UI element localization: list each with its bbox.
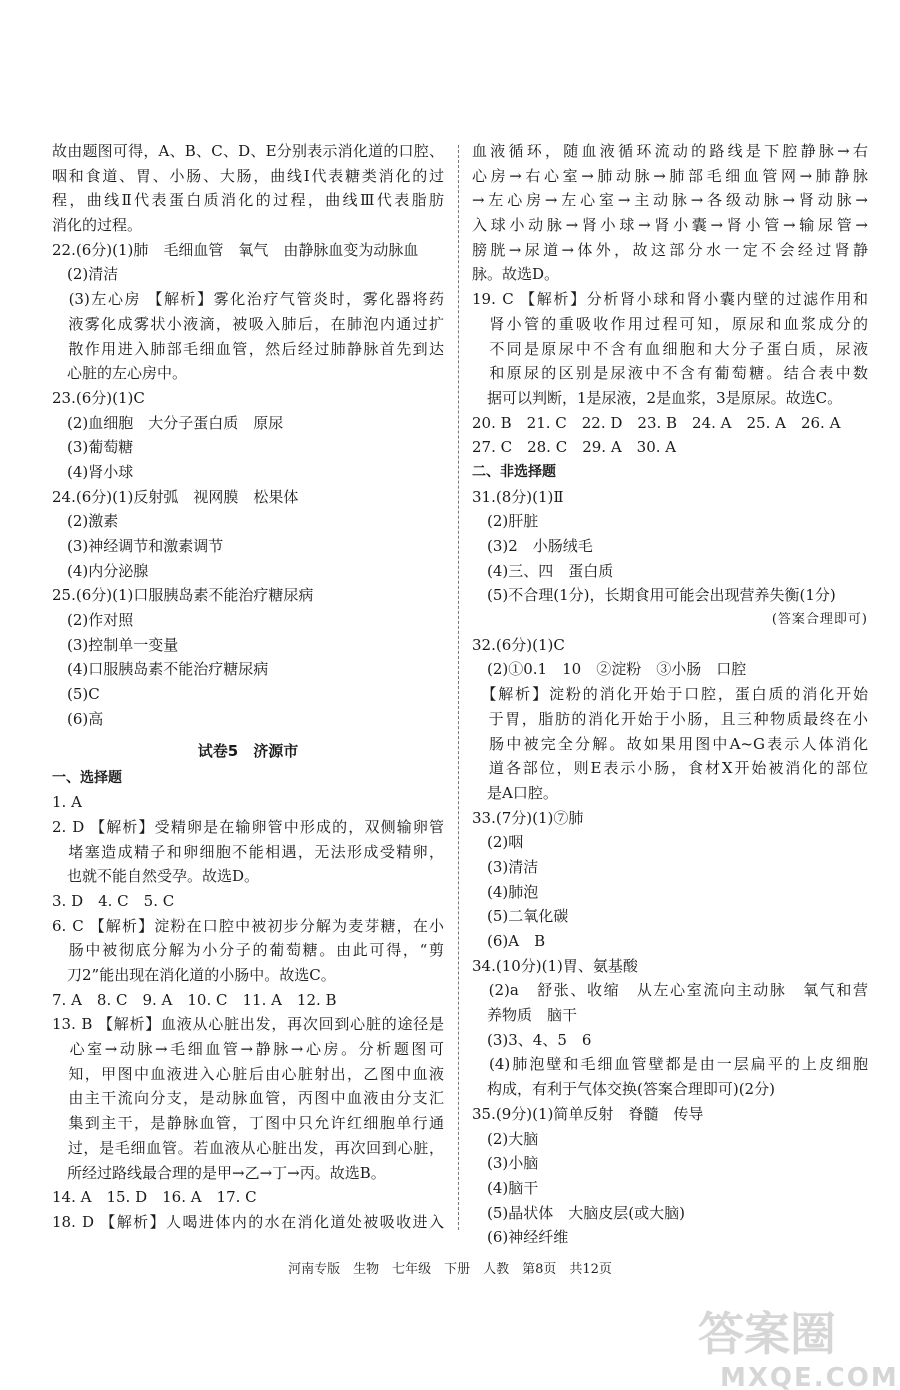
text-line: 由主干流向分支，是动脉血管，丙图中血液由分支汇 xyxy=(52,1089,444,1108)
text-line: 【解析】淀粉的消化开始于口腔，蛋白质的消化开始 xyxy=(472,685,868,704)
text-line: 33.(7分)(1)⑦肺 xyxy=(472,808,584,827)
text-line: 脉。故选D。 xyxy=(472,265,560,284)
text-line: 和原尿的区别是尿液中不含有葡萄糖。结合表中数 xyxy=(472,364,868,383)
text-line: (2)激素 xyxy=(52,512,119,531)
text-line: 心室→动脉→毛细血管→静脉→心房。分析题图可 xyxy=(52,1040,444,1059)
text-line: 25.(6分)(1)口服胰岛素不能治疗糖尿病 xyxy=(52,586,314,605)
text-line: 22.(6分)(1)肺 毛细血管 氧气 由静脉血变为动脉血 xyxy=(52,240,419,259)
text-line: (4)肺泡 xyxy=(472,882,539,901)
text-line: (3)控制单一变量 xyxy=(52,635,179,654)
text-line: (2)作对照 xyxy=(52,611,134,630)
text-line: 入球小动脉→肾小球→肾小囊→肾小管→输尿管→ xyxy=(472,216,868,235)
text-line: (6)高 xyxy=(52,709,104,728)
text-line: 肾小管的重吸收作用过程可知，原尿和血浆成分的 xyxy=(472,314,868,333)
text-line: 19. C 【解析】分析肾小球和肾小囊内壁的过滤作用和 xyxy=(472,290,868,309)
text-line: 14. A 15. D 16. A 17. C xyxy=(52,1188,257,1207)
text-line: (6)A B xyxy=(472,932,546,950)
text-line: (6)神经纤维 xyxy=(472,1228,569,1247)
section-heading: 一、选择题 xyxy=(52,769,122,786)
text-line: 散作用进入肺部毛细血管，然后经过肺静脉首先到达 xyxy=(52,339,444,358)
watermark-cn-text: 答案圈 xyxy=(698,1307,836,1361)
text-line: 6. C 【解析】淀粉在口腔中被初步分解为麦芽糖，在小 xyxy=(52,916,444,935)
text-line: 心脏的左心房中。 xyxy=(52,364,188,383)
watermark-en-text: MXQE.COM xyxy=(720,1363,899,1390)
text-line: (2)清洁 xyxy=(52,265,119,284)
text-line: (4)口服胰岛素不能治疗糖尿病 xyxy=(52,660,269,679)
text-line: 堵塞造成精子和卵细胞不能相遇，无法形成受精卵， xyxy=(52,842,444,861)
text-line: 集到主干，是静脉血管，丁图中只允许红细胞单行通 xyxy=(52,1114,444,1133)
left-column xyxy=(52,139,444,1235)
text-line: (2)a 舒张、收缩 从左心室流向主动脉 氧气和营 xyxy=(472,981,868,1000)
text-line: 所经过路线最合理的是甲→乙→丁→丙。故选B。 xyxy=(52,1163,386,1182)
text-line: (2)①0.1 10 ②淀粉 ③小肠 口腔 xyxy=(472,660,747,679)
text-line: (3)左心房 【解析】雾化治疗气管炎时，雾化器将药 xyxy=(52,290,444,309)
text-line: 7. A 8. C 9. A 10. C 11. A 12. B xyxy=(52,990,337,1009)
text-line: 24.(6分)(1)反射弧 视网膜 松果体 xyxy=(52,487,299,506)
text-line: (5)不合理(1分)，长期食用可能会出现营养失衡(1分) xyxy=(472,586,836,605)
text-line: (4)肺泡壁和毛细血管壁都是由一层扁平的上皮细胞 xyxy=(472,1055,868,1074)
text-line: 1. A xyxy=(52,793,82,812)
text-line: (3)2 小肠绒毛 xyxy=(472,537,593,555)
text-line: (2)大脑 xyxy=(472,1129,539,1148)
section-heading: 二、非选择题 xyxy=(472,463,556,480)
text-line: 18. D 【解析】人喝进体内的水在消化道处被吸收进入 xyxy=(52,1212,444,1231)
text-line: 34.(10分)(1)胃、氨基酸 xyxy=(472,956,638,975)
text-line: (3)3、4、5 6 xyxy=(472,1030,592,1049)
text-line: 道各部位，则E表示小肠，食材X开始被消化的部位 xyxy=(472,759,868,778)
text-line: (5)C xyxy=(52,685,100,704)
text-line: 31.(8分)(1)Ⅱ xyxy=(472,487,564,506)
text-line: 刀2”能出现在消化道的小肠中。故选C。 xyxy=(52,966,336,984)
text-line: (3)葡萄糖 xyxy=(52,438,134,457)
text-line: →左心房→左心室→主动脉→各级动脉→肾动脉→ xyxy=(472,191,868,210)
text-line: (3)清洁 xyxy=(472,857,539,876)
text-line: 也就不能自然受孕。故选D。 xyxy=(52,867,260,886)
text-line: 32.(6分)(1)C xyxy=(472,635,565,654)
text-line: 肠中被彻底分解为小分子的葡萄糖。由此可得，“剪 xyxy=(52,941,444,960)
text-line: 过，是毛细血管。若血液从心脏出发，再次回到心脏， xyxy=(52,1138,444,1157)
text-line: (4)三、四 蛋白质 xyxy=(472,561,614,580)
text-line: 3. D 4. C 5. C xyxy=(52,891,175,910)
text-line: (5)晶状体 大脑皮层(或大脑) xyxy=(472,1203,685,1222)
text-line: 知，甲图中血液进入心脏后由心脏射出，乙图中血液 xyxy=(52,1064,444,1083)
text-line: 血液循环，随血液循环流动的路线是下腔静脉→右 xyxy=(472,142,868,160)
watermark-logo xyxy=(690,1298,900,1390)
text-line: (4)脑干 xyxy=(472,1178,539,1197)
text-line: 咽和食道、胃、小肠、大肠，曲线Ⅰ代表糖类消化的过 xyxy=(52,166,444,185)
text-line: (3)神经调节和激素调节 xyxy=(52,537,224,555)
text-line: 肠中被完全分解。故如果用图中A~G表示人体消化 xyxy=(472,734,868,753)
text-line: 27. C 28. C 29. A 30. A xyxy=(472,438,677,457)
text-line: 13. B 【解析】血液从心脏出发，再次回到心脏的途径是 xyxy=(52,1015,444,1034)
text-line: (4)内分泌腺 xyxy=(52,561,149,580)
text-line: (2)肝脏 xyxy=(472,512,539,531)
text-line: 不同是原尿中不含有血细胞和大分子蛋白质，尿液 xyxy=(472,339,868,358)
text-line: (2)咽 xyxy=(472,833,524,852)
right-column xyxy=(472,139,868,1250)
text-line: 故由题图可得，A、B、C、D、E分别表示消化道的口腔、 xyxy=(52,142,444,160)
column-divider xyxy=(458,145,459,1230)
text-line: 程，曲线Ⅱ代表蛋白质消化的过程，曲线Ⅲ代表脂肪 xyxy=(52,191,444,210)
text-line: 膀胱→尿道→体外，故这部分水一定不会经过肾静 xyxy=(472,240,868,259)
text-line: (5)二氧化碳 xyxy=(472,907,569,926)
text-line: 是A口腔。 xyxy=(472,783,558,802)
text-line: 35.(9分)(1)简单反射 脊髓 传导 xyxy=(472,1104,704,1123)
page-footer: 河南专版 生物 七年级 下册 人教 第8页 共12页 xyxy=(288,1262,612,1277)
text-line: 心房→右心室→肺动脉→肺部毛细血管网→肺静脉 xyxy=(472,166,868,185)
text-line: (3)小脑 xyxy=(472,1154,539,1173)
text-line: (4)肾小球 xyxy=(52,462,134,481)
text-line: 20. B 21. C 22. D 23. B 24. A 25. A 26. A xyxy=(472,413,841,432)
text-line: 2. D 【解析】受精卵是在输卵管中形成的，双侧输卵管 xyxy=(52,817,444,836)
text-line: 23.(6分)(1)C xyxy=(52,388,145,407)
text-line: 据可以判断，1是尿液，2是血浆，3是原尿。故选C。 xyxy=(472,388,843,407)
text-line: (2)血细胞 大分子蛋白质 原尿 xyxy=(52,413,284,432)
section-title: 试卷5 济源市 xyxy=(197,741,299,760)
text-line: 消化的过程。 xyxy=(52,216,143,235)
text-line: (答案合理即可) xyxy=(771,612,868,628)
text-line: 构成，有利于气体交换(答案合理即可)(2分) xyxy=(472,1080,775,1099)
text-line: 液雾化成雾状小液滴，被吸入肺后，在肺泡内通过扩 xyxy=(52,314,444,333)
text-line: 养物质 脑干 xyxy=(472,1006,578,1025)
text-line: 于胃，脂肪的消化开始于小肠，且三种物质最终在小 xyxy=(472,709,868,728)
